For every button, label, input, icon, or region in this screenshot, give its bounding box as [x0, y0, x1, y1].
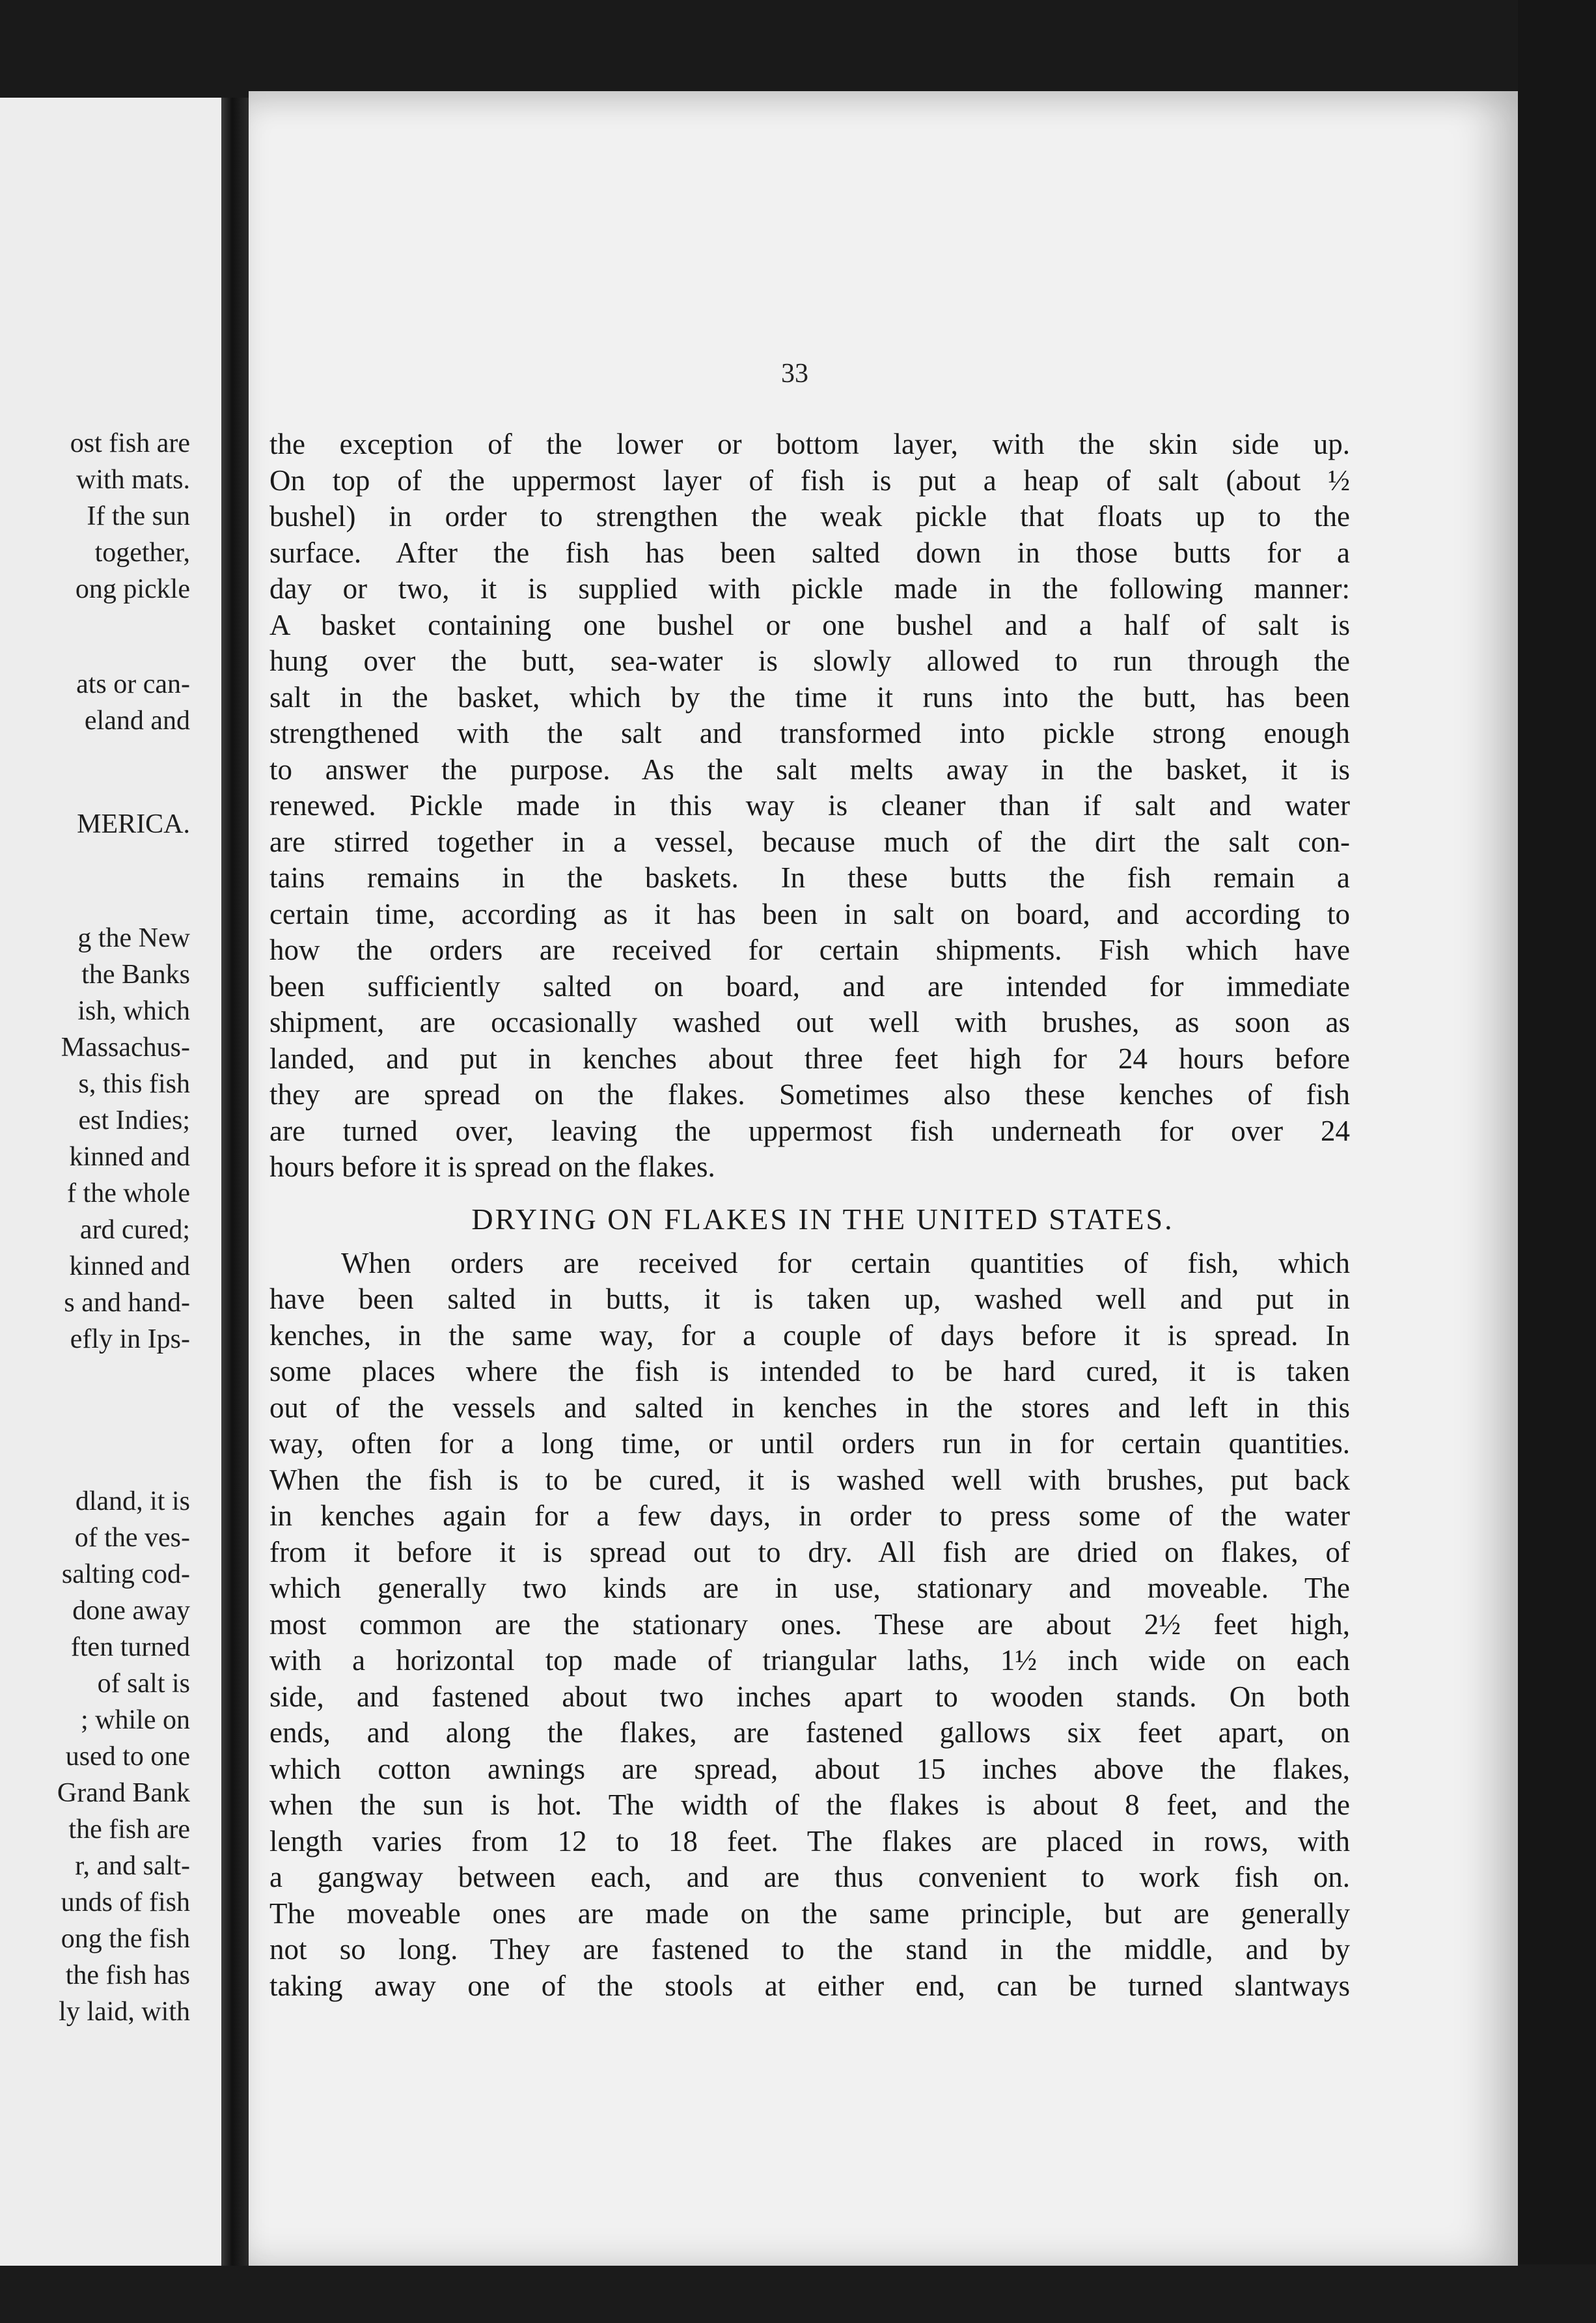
text-line: When orders are received for certain quantities of fish, which [341, 1246, 1350, 1279]
facing-page-line: together, [94, 538, 190, 568]
facing-page-line: the Banks [81, 960, 190, 990]
text-line: from it before it is spread out to dry. All fish are dried on flakes, of [269, 1535, 1350, 1568]
facing-page-line: r, and salt- [75, 1851, 190, 1881]
text-line: strengthened with the salt and transformed into pickle strong enough [269, 717, 1350, 749]
text-line: hours before it is spread on the flakes. [269, 1150, 715, 1183]
text-line: when the sun is hot. The width of the flakes is about 8 feet, and the [269, 1788, 1350, 1821]
page-body [269, 426, 1350, 2004]
facing-page-line: ish, which [77, 996, 190, 1026]
facing-page-line: kinned and [69, 1142, 190, 1172]
text-line: day or two, it is supplied with pickle made in the following manner: [269, 572, 1350, 605]
text-line: are stirred together in a vessel, because much of the dirt the salt con- [269, 825, 1350, 858]
facing-page-line: If the sun [87, 501, 190, 531]
text-line: which cotton awnings are spread, about 15 inches above the flakes, [269, 1752, 1350, 1785]
text-line: salt in the basket, which by the time it runs into the butt, has been [269, 680, 1350, 714]
paragraph-salting-butts [269, 426, 1350, 1186]
text-line: A basket containing one bushel or one bushel and a half of salt is [269, 608, 1350, 641]
facing-page-line: of salt is [97, 1669, 190, 1699]
facing-page-line: kinned and [69, 1251, 190, 1281]
text-line: way, often for a long time, or until orders run in for certain quantities. [269, 1427, 1350, 1460]
text-line: with a horizontal top made of triangular laths, 1½ inch wide on each [269, 1644, 1350, 1676]
text-line: they are spread on the flakes. Sometimes also these kenches of fish [269, 1078, 1350, 1111]
facing-page-line: the fish has [65, 1960, 190, 1990]
facing-page-line: s and hand- [64, 1288, 190, 1318]
facing-page-line: of the ves- [74, 1523, 190, 1553]
facing-page-line: done away [72, 1596, 190, 1626]
facing-page-line: ard cured; [79, 1215, 190, 1245]
text-line: some places where the fish is intended to be hard cured, it is taken [269, 1355, 1350, 1387]
facing-page-line: est Indies; [78, 1106, 190, 1135]
facing-page-line: ong pickle [75, 574, 190, 604]
text-line: most common are the stationary ones. These are about 2½ feet high, [269, 1607, 1350, 1641]
facing-page-line: ost fish are [70, 428, 190, 458]
text-line: have been salted in butts, it is taken up, washed well and put in [269, 1283, 1350, 1315]
facing-page-line: dland, it is [75, 1486, 190, 1516]
facing-page-line: s, this fish [78, 1069, 190, 1099]
text-line: how the orders are received for certain shipments. Fish which have [269, 934, 1350, 966]
text-line: bushel) in order to strengthen the weak pickle that floats up to the [269, 500, 1350, 533]
facing-page-line: eland and [84, 706, 190, 736]
text-line: been sufficiently salted on board, and are intended for immediate [269, 969, 1350, 1003]
section-heading: DRYING ON FLAKES IN THE UNITED STATES. [471, 1202, 1174, 1236]
text-line: surface. After the fish has been salted down in those butts for a [269, 536, 1350, 569]
text-line: are turned over, leaving the uppermost fish underneath for over 24 [269, 1114, 1350, 1147]
text-line: side, and fastened about two inches apart to wooden stands. On both [269, 1680, 1350, 1713]
scan-border-right [1518, 0, 1596, 2323]
book-gutter [221, 98, 249, 2266]
text-line: certain time, according as it has been in salt on board, and according to [269, 897, 1350, 930]
text-line: in kenches again for a few days, in order to press some of the water [269, 1499, 1350, 1532]
text-line: taking away one of the stools at either end, can be turned slantways [269, 1969, 1350, 2002]
scan-border-bottom [0, 2264, 1596, 2323]
text-line: length varies from 12 to 18 feet. The flakes are placed in rows, with [269, 1824, 1350, 1857]
text-line: shipment, are occasionally washed out well with brushes, as soon as [269, 1006, 1350, 1038]
facing-page-line: with mats. [76, 465, 190, 495]
text-line: ends, and along the flakes, are fastened gallows six feet apart, on [269, 1716, 1350, 1749]
text-line: not so long. They are fastened to the stand in the middle, and by [269, 1933, 1350, 1966]
scan-border-top [0, 0, 1596, 98]
facing-page-line: efly in Ips- [70, 1324, 190, 1354]
text-line: hung over the butt, sea-water is slowly allowed to run through the [269, 645, 1350, 677]
text-line: landed, and put in kenches about three feet high for 24 hours before [269, 1042, 1350, 1075]
text-line: kenches, in the same way, for a couple of days before it is spread. In [269, 1318, 1350, 1352]
facing-page-line: ly laid, with [59, 1997, 190, 2027]
text-line: On top of the uppermost layer of fish is put a heap of salt (about ½ [269, 464, 1350, 497]
facing-page-line: salting cod- [61, 1559, 190, 1589]
text-line: out of the vessels and salted in kenches in the stores and left in this [269, 1391, 1350, 1424]
text-line: tains remains in the baskets. In these butts the fish remain a [269, 861, 1350, 894]
facing-page-line: Grand Bank [57, 1778, 190, 1808]
text-line: The moveable ones are made on the same principle, but are generally [269, 1897, 1350, 1930]
facing-page-line: ften turned [70, 1632, 190, 1662]
page-number: 33 [781, 359, 808, 389]
text-line: When the fish is to be cured, it is washed well with brushes, put back [269, 1463, 1350, 1496]
facing-page-fragment [0, 98, 221, 2266]
facing-page-line: the fish are [68, 1815, 190, 1844]
facing-page-line: ats or can- [76, 669, 190, 699]
text-line: the exception of the lower or bottom layer, with the skin side up. [269, 428, 1350, 460]
facing-page-line: ong the fish [61, 1924, 190, 1954]
text-line: to answer the purpose. As the salt melts away in the basket, it is [269, 753, 1350, 786]
text-line: a gangway between each, and are thus convenient to work fish on. [269, 1861, 1350, 1893]
facing-page-line: g the New [77, 923, 190, 953]
text-line: which generally two kinds are in use, stationary and moveable. The [269, 1572, 1350, 1604]
text-line: renewed. Pickle made in this way is cleaner than if salt and water [269, 789, 1350, 822]
paragraph-drying-flakes [269, 1245, 1350, 2005]
facing-page-line: ; while on [81, 1705, 190, 1735]
facing-page-line: f the whole [67, 1178, 190, 1208]
facing-page-line: unds of fish [61, 1887, 190, 1917]
facing-page-line: MERICA. [77, 809, 190, 839]
facing-page-line: used to one [65, 1742, 190, 1772]
facing-page-line: Massachus- [61, 1033, 190, 1063]
